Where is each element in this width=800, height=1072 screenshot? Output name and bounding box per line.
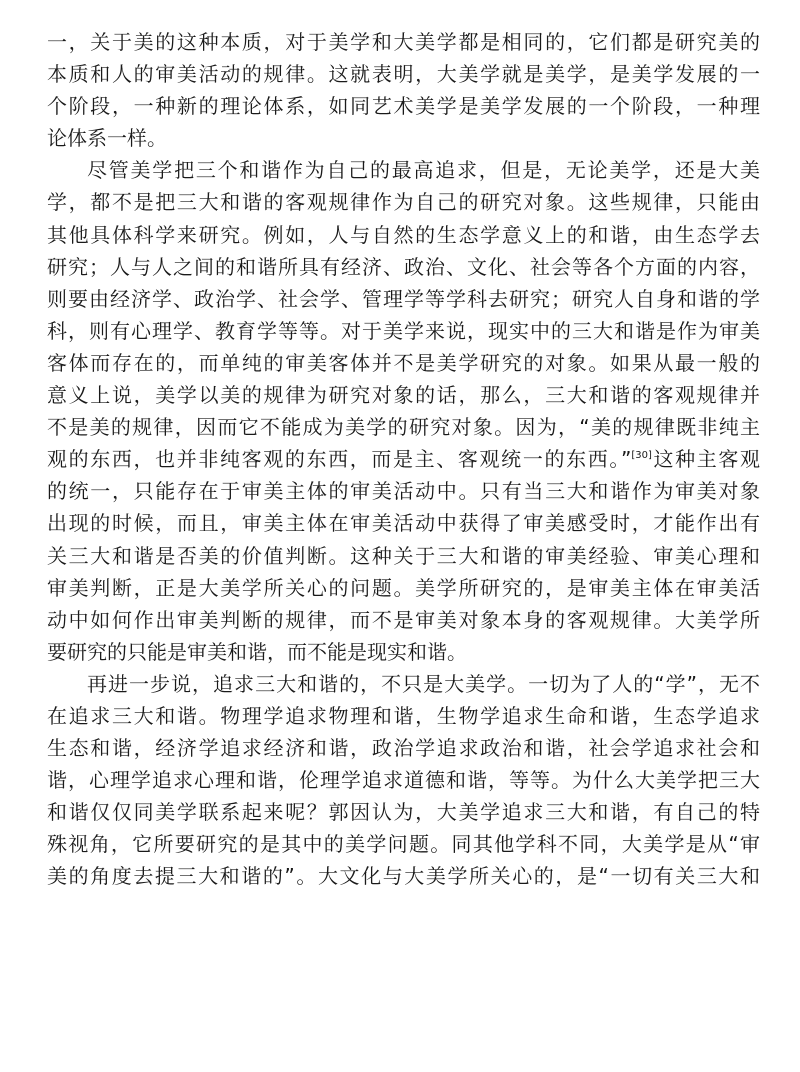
text-line: 和谐仅仅同美学联系起来呢？郭因认为，大美学追求三大和谐，有自己的特 xyxy=(47,800,760,825)
text-line: 学，都不是把三大和谐的客观规律作为自己的研究对象。这些规律，只能由 xyxy=(47,190,760,215)
text-line: 生态和谐，经济学追求经济和谐，政治学追求政治和谐，社会学追求社会和 xyxy=(47,736,760,761)
text-line: 个阶段，一种新的理论体系，如同艺术美学是美学发展的一个阶段，一种理 xyxy=(47,94,760,119)
text-line: 客体而存在的，而单纯的审美客体并不是美学研究的对象。如果从最一般的 xyxy=(47,350,760,375)
text-line: 动中如何作出审美判断的规律，而不是审美对象本身的客观规律。大美学所 xyxy=(47,607,760,632)
paragraph-first-line: 尽管美学把三个和谐作为自己的最高追求，但是，无论美学，还是大美 xyxy=(87,158,760,183)
text-line: 不是美的规律，因而它不能成为美学的研究对象。因为，“美的规律既非纯主 xyxy=(47,415,760,440)
text-line-with-footnote xyxy=(47,443,760,475)
text-line: 则要由经济学、政治学、社会学、管理学等学科去研究；研究人自身和谐的学 xyxy=(47,286,760,311)
text-line: 关三大和谐是否美的价值判断。这种关于三大和谐的审美经验、审美心理和 xyxy=(47,543,760,568)
text-line: 审美判断，正是大美学所关心的问题。美学所研究的，是审美主体在审美活 xyxy=(47,575,760,600)
text-line: 一，关于美的这种本质，对于美学和大美学都是相同的，它们都是研究美的 xyxy=(47,30,760,54)
quote-text: 观的东西，也并非纯客观的东西，而是主、客观统一的东西。” xyxy=(47,447,632,472)
text-line: 意义上说，美学以美的规律为研究对象的话，那么，三大和谐的客观规律并 xyxy=(47,383,760,408)
text-line: 论体系一样。 xyxy=(47,126,167,151)
text-line: 在追求三大和谐。物理学追求物理和谐，生物学追求生命和谐，生态学追求 xyxy=(47,703,760,728)
text-line: 的统一，只能存在于审美主体的审美活动中。只有当三大和谐作为审美对象 xyxy=(47,479,760,504)
text-line: 要研究的只能是审美和谐，而不能是现实和谐。 xyxy=(47,639,467,664)
text-line: 美的角度去提三大和谐的”。大文化与大美学所关心的，是“一切有关三大和 xyxy=(47,864,760,889)
text-line: 科，则有心理学、教育学等等。对于美学来说，现实中的三大和谐是作为审美 xyxy=(47,318,760,343)
text-after-footnote: 这种主客观 xyxy=(651,447,760,472)
text-line: 殊视角，它所要研究的是其中的美学问题。同其他学科不同，大美学是从“审 xyxy=(47,832,760,857)
footnote-reference[interactable]: [30] xyxy=(631,450,652,462)
text-line: 本质和人的审美活动的规律。这就表明，大美学就是美学，是美学发展的一 xyxy=(47,62,760,87)
paragraph-first-line: 再进一步说，追求三大和谐的，不只是大美学。一切为了人的“学”，无不 xyxy=(87,671,760,696)
text-line: 其他具体科学来研究。例如，人与自然的生态学意义上的和谐，由生态学去 xyxy=(47,222,760,247)
text-line: 研究；人与人之间的和谐所具有经济、政治、文化、社会等各个方面的内容， xyxy=(47,254,760,279)
text-line: 谐，心理学追求心理和谐，伦理学追求道德和谐，等等。为什么大美学把三大 xyxy=(47,768,760,793)
text-line: 出现的时候，而且，审美主体在审美活动中获得了审美感受时，才能作出有 xyxy=(47,511,760,536)
